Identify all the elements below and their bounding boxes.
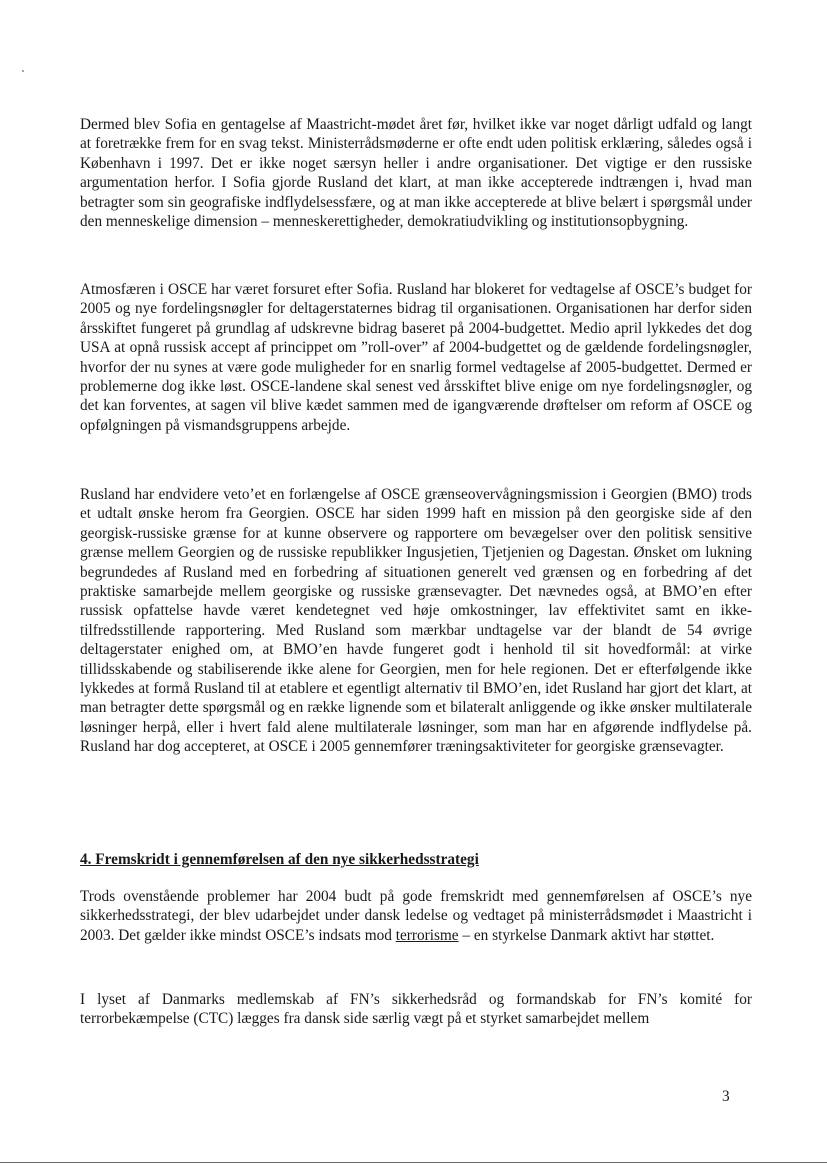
scan-speck (22, 70, 24, 72)
terrorism-link[interactable]: terrorisme (395, 926, 459, 944)
bottom-rule (0, 1162, 827, 1163)
paragraph-strategy (80, 887, 752, 945)
paragraph-atmosphere: Atmosfæren i OSCE har været forsuret efter Sofia. Rusland har blokeret for vedtagelse af OSCE’s budget for 2005 og nye fordelingsnøgler for deltagerstaternes bidrag til organisationen. Organisationen har derfor siden årsskiftet fungeret på grundlag af udskrevne bidrag baseret på 2004-budgettet. Medio april lykkedes det dog USA at opnå russisk accept af princippet om ”roll-over” af 2004-budgettet og de gældende fordelingsnøgler, hvorfor der nu synes at være gode muligheder for en snarlig formel vedtagelse af 2005-budgettet. Dermed er problemerne dog ikke løst. OSCE-landene skal senest ved årsskiftet blive enige om nye fordelingsnøgler, og det kan forventes, at sagen vil blive kædet sammen med de igangværende drøftelser om reform af OSCE og opfølgningen på vismandsgruppens arbejde. (80, 281, 752, 434)
page-number: 3 (722, 1088, 730, 1105)
section-heading: 4. Fremskridt i gennemførelsen af den nye sikkerhedsstrategi (80, 851, 479, 868)
paragraph-strategy-tail: – en styrkelse Danmark aktivt har støttet. (458, 926, 715, 944)
paragraph-sofia: Dermed blev Sofia en gentagelse af Maastricht-mødet året før, hvilket ikke var noget dårligt udfald og langt at foretrække frem for en svag tekst. Ministerrådsmøderne er ofte endt uden politisk erklæring, således også i København i 1997. Det er ikke noget særsyn heller i andre organisationer. Det vigtige er den russiske argumentation herfor. I Sofia gjorde Rusland det klart, at man ikke accepterede indtrængen i, hvad man betragter som sin geografiske indflydelsessfære, og at man ikke accepterede at blive belært i spørgsmål under den menneskelige dimension – menneskerettigheder, demokratiudvikling og institutionsopbygning. (80, 116, 752, 231)
paragraph-strategy-text: Trods ovenstående problemer har 2004 budt på gode fremskridt med gennemførelsen af OSCE’s nye sikkerhedsstrategi, der blev udarbejdet under dansk ledelse og vedtaget på ministerrådsmødet i Maastricht i 2003. Det gælder ikke mindst OSCE’s indsats mod (80, 888, 752, 944)
paragraph-georgia-bmo: Rusland har endvidere veto’et en forlængelse af OSCE grænseovervågningsmission i Georgien (BMO) trods et udtalt ønske herom fra Georgien. OSCE har siden 1999 haft en mission på den georgiske side af den georgisk-russiske grænse for at kunne observere og rapportere om bevægelser over den politisk sensitive grænse mellem Georgien og de russiske republikker Ingusjetien, Tjetjenien og Dagestan. Ønsket om lukning begrundedes af Rusland med en forbedring af situationen generelt ved grænsen og en forbedring af det praktiske samarbejde mellem georgiske og russiske grænsevagter. Det nævnedes også, at BMO’en efter russisk opfattelse havde været kendetegnet ved høje omkostninger, lav effektivitet samt en ikke-tilfredsstillende rapportering. Med Rusland som mærkbar undtagelse var der blandt de 54 øvrige deltagerstater enighed om, at BMO’en havde fungeret godt i henhold til sit hovedformål: at virke tillidsskabende og stabiliserende ikke alene for Georgien, men for hele regionen. Det er efterfølgende ikke lykkedes at formå Rusland til at etablere et egentligt alternativ til BMO’en, idet Rusland har gjort det klart, at man betragter dette spørgsmål og en række lignende som et bilateralt anliggende og ikke ønsker multilaterale løsninger herpå, eller i hvert fald alene multilaterale løsninger, som man har en afgørende indflydelse på. Rusland har dog accepteret, at OSCE i 2005 gennemfører træningsaktiviteter for georgiske grænsevagter. (80, 486, 752, 756)
paragraph-un-security-council: I lyset af Danmarks medlemskab af FN’s sikkerhedsråd og formandskab for FN’s komité for terrorbekæmpelse (CTC) lægges fra dansk side særlig vægt på et styrket samarbejdet mellem (80, 991, 752, 1028)
